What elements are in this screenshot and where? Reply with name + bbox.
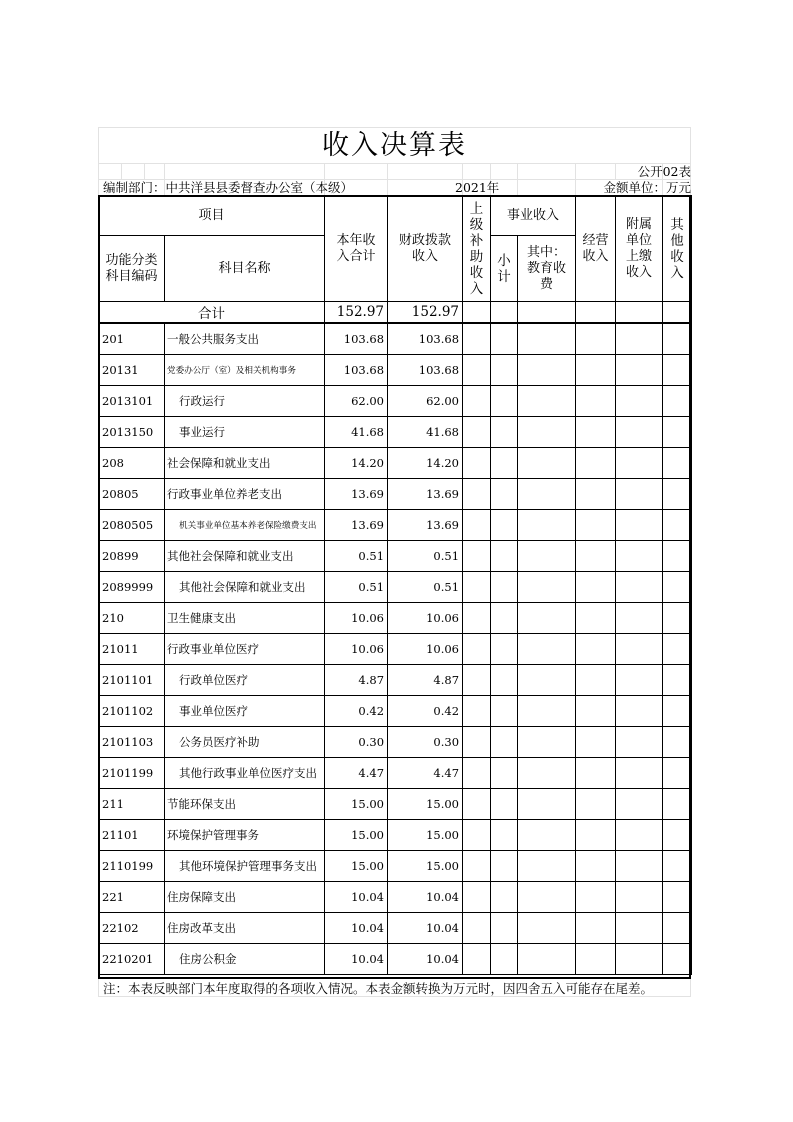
empty-cell (518, 417, 576, 448)
empty-cell (463, 479, 491, 510)
table-row (99, 510, 692, 541)
empty-cell (491, 572, 518, 603)
empty-cell (491, 882, 518, 913)
empty-cell (463, 355, 491, 386)
empty-cell (663, 727, 692, 758)
table-row (99, 448, 692, 479)
empty-cell (576, 572, 616, 603)
empty-cell (463, 510, 491, 541)
row-subject-name: 其他社会保障和就业支出 (165, 541, 325, 572)
row-subject-name: 事业单位医疗 (165, 696, 325, 727)
grid-line (615, 163, 616, 179)
empty-cell (518, 882, 576, 913)
empty-cell (576, 789, 616, 820)
row-annual-total: 13.69 (325, 510, 388, 541)
empty-cell (616, 417, 663, 448)
row-fiscal: 10.06 (388, 634, 463, 665)
empty-cell (463, 727, 491, 758)
table-row (99, 851, 692, 882)
empty-cell (518, 634, 576, 665)
empty-cell (491, 634, 518, 665)
empty-cell (491, 665, 518, 696)
row-fiscal: 4.47 (388, 758, 463, 789)
row-annual-total: 10.06 (325, 634, 388, 665)
header-edu-fee: 其中：教育收费 (518, 236, 576, 302)
empty-cell (616, 851, 663, 882)
empty-cell (576, 665, 616, 696)
total-label: 合计 (99, 302, 325, 324)
row-code: 2013150 (99, 417, 165, 448)
row-annual-total: 10.04 (325, 913, 388, 944)
empty-cell (576, 417, 616, 448)
row-fiscal: 13.69 (388, 479, 463, 510)
empty-cell (518, 944, 576, 975)
table-row (99, 479, 692, 510)
table-row (99, 323, 692, 355)
empty-cell (663, 851, 692, 882)
empty-cell (616, 696, 663, 727)
empty-cell (616, 479, 663, 510)
table-row (99, 355, 692, 386)
empty-cell (491, 944, 518, 975)
row-fiscal: 13.69 (388, 510, 463, 541)
empty-cell (491, 323, 518, 355)
empty-cell (463, 758, 491, 789)
row-code: 2101103 (99, 727, 165, 758)
row-fiscal: 0.51 (388, 541, 463, 572)
empty-cell (463, 323, 491, 355)
empty-cell (663, 386, 692, 417)
table-row (99, 634, 692, 665)
empty-cell (491, 417, 518, 448)
row-subject-name: 党委办公厅（室）及相关机构事务 (165, 355, 325, 386)
header-item: 项目 (99, 196, 325, 236)
empty-cell (576, 603, 616, 634)
empty-cell (576, 758, 616, 789)
form-number: 公开02表 (637, 164, 691, 179)
grid-line (121, 163, 122, 179)
header-subtotal: 小计 (491, 236, 518, 302)
empty-cell (576, 386, 616, 417)
grid-line (575, 163, 576, 195)
empty-cell (463, 696, 491, 727)
empty-cell (663, 634, 692, 665)
empty-cell (518, 479, 576, 510)
row-fiscal: 62.00 (388, 386, 463, 417)
empty-cell (576, 634, 616, 665)
empty-cell (663, 913, 692, 944)
table-row (99, 913, 692, 944)
footnote: 注：本表反映部门本年度取得的各项收入情况。本表金额转换为万元时，因四舍五入可能存在尾差。 (103, 981, 654, 996)
row-subject-name: 行政运行 (165, 386, 325, 417)
header-business: 经营收入 (576, 196, 616, 302)
grid-line (144, 163, 145, 179)
row-annual-total: 0.42 (325, 696, 388, 727)
empty-cell (463, 944, 491, 975)
row-subject-name: 事业运行 (165, 417, 325, 448)
empty-cell (518, 572, 576, 603)
empty-cell (616, 302, 663, 324)
empty-cell (576, 727, 616, 758)
empty-cell (491, 727, 518, 758)
row-fiscal: 103.68 (388, 355, 463, 386)
row-subject-name: 节能环保支出 (165, 789, 325, 820)
row-annual-total: 0.30 (325, 727, 388, 758)
row-code: 2089999 (99, 572, 165, 603)
row-code: 201 (99, 323, 165, 355)
row-subject-name: 住房改革支出 (165, 913, 325, 944)
row-subject-name: 卫生健康支出 (165, 603, 325, 634)
row-fiscal: 103.68 (388, 323, 463, 355)
empty-cell (576, 882, 616, 913)
row-subject-name: 住房保障支出 (165, 882, 325, 913)
empty-cell (576, 355, 616, 386)
empty-cell (663, 572, 692, 603)
unit-label: 金额单位：万元 (603, 180, 691, 195)
empty-cell (616, 634, 663, 665)
header-upper-subsidy: 上级补助收入 (463, 196, 491, 302)
empty-cell (576, 913, 616, 944)
row-annual-total: 4.47 (325, 758, 388, 789)
empty-cell (491, 603, 518, 634)
row-fiscal: 15.00 (388, 820, 463, 851)
table-row (99, 572, 692, 603)
row-fiscal: 0.51 (388, 572, 463, 603)
empty-cell (663, 302, 692, 324)
empty-cell (463, 417, 491, 448)
row-fiscal: 41.68 (388, 417, 463, 448)
row-subject-name: 行政事业单位医疗 (165, 634, 325, 665)
row-annual-total: 103.68 (325, 355, 388, 386)
row-code: 211 (99, 789, 165, 820)
empty-cell (616, 541, 663, 572)
row-fiscal: 10.06 (388, 603, 463, 634)
row-annual-total: 13.69 (325, 479, 388, 510)
empty-cell (616, 355, 663, 386)
empty-cell (463, 386, 491, 417)
empty-cell (616, 323, 663, 355)
row-code: 21101 (99, 820, 165, 851)
page-title: 收入决算表 (322, 130, 467, 161)
empty-cell (491, 820, 518, 851)
row-fiscal: 14.20 (388, 448, 463, 479)
total-fiscal: 152.97 (388, 302, 463, 324)
empty-cell (663, 541, 692, 572)
empty-cell (663, 417, 692, 448)
empty-cell (518, 302, 576, 324)
row-subject-name: 行政单位医疗 (165, 665, 325, 696)
row-code: 2101101 (99, 665, 165, 696)
empty-cell (463, 448, 491, 479)
table-row (99, 696, 692, 727)
empty-cell (518, 323, 576, 355)
empty-cell (518, 696, 576, 727)
header-affiliated: 附属单位上缴收入 (616, 196, 663, 302)
row-code: 2101102 (99, 696, 165, 727)
row-annual-total: 14.20 (325, 448, 388, 479)
row-code: 210 (99, 603, 165, 634)
empty-cell (663, 448, 692, 479)
empty-cell (663, 944, 692, 975)
empty-cell (663, 603, 692, 634)
row-subject-name: 环境保护管理事务 (165, 820, 325, 851)
row-fiscal: 10.04 (388, 882, 463, 913)
empty-cell (576, 541, 616, 572)
empty-cell (663, 820, 692, 851)
empty-cell (491, 302, 518, 324)
empty-cell (576, 479, 616, 510)
empty-cell (616, 758, 663, 789)
empty-cell (491, 789, 518, 820)
empty-cell (463, 634, 491, 665)
row-annual-total: 15.00 (325, 851, 388, 882)
empty-cell (463, 820, 491, 851)
empty-cell (463, 572, 491, 603)
empty-cell (491, 696, 518, 727)
grid-line (387, 163, 388, 195)
empty-cell (463, 302, 491, 324)
grid-line (98, 163, 691, 164)
empty-cell (576, 944, 616, 975)
empty-cell (663, 665, 692, 696)
empty-cell (616, 789, 663, 820)
row-fiscal: 10.04 (388, 913, 463, 944)
table-row (99, 541, 692, 572)
row-code: 221 (99, 882, 165, 913)
empty-cell (518, 541, 576, 572)
table-row (99, 944, 692, 975)
row-code: 2080505 (99, 510, 165, 541)
empty-cell (663, 479, 692, 510)
row-subject-name: 一般公共服务支出 (165, 323, 325, 355)
row-code: 22102 (99, 913, 165, 944)
header-other: 其他收入 (663, 196, 692, 302)
empty-cell (616, 820, 663, 851)
row-code: 2101199 (99, 758, 165, 789)
empty-cell (518, 665, 576, 696)
table-row (99, 789, 692, 820)
row-code: 208 (99, 448, 165, 479)
row-code: 20131 (99, 355, 165, 386)
row-fiscal: 15.00 (388, 851, 463, 882)
row-subject-name: 公务员医疗补助 (165, 727, 325, 758)
empty-cell (518, 913, 576, 944)
empty-cell (616, 386, 663, 417)
row-code: 2013101 (99, 386, 165, 417)
empty-cell (491, 913, 518, 944)
table-row (99, 603, 692, 634)
table-row (99, 727, 692, 758)
empty-cell (491, 510, 518, 541)
row-annual-total: 41.68 (325, 417, 388, 448)
empty-cell (576, 323, 616, 355)
empty-cell (616, 603, 663, 634)
empty-cell (491, 541, 518, 572)
empty-cell (576, 510, 616, 541)
row-annual-total: 0.51 (325, 541, 388, 572)
empty-cell (518, 355, 576, 386)
empty-cell (616, 665, 663, 696)
header-func-code: 功能分类科目编码 (99, 236, 165, 302)
empty-cell (616, 510, 663, 541)
row-annual-total: 0.51 (325, 572, 388, 603)
empty-cell (463, 882, 491, 913)
empty-cell (491, 355, 518, 386)
row-subject-name: 其他环境保护管理事务支出 (165, 851, 325, 882)
row-annual-total: 10.04 (325, 944, 388, 975)
row-subject-name: 机关事业单位基本养老保险缴费支出 (165, 510, 325, 541)
empty-cell (518, 820, 576, 851)
empty-cell (663, 696, 692, 727)
empty-cell (576, 851, 616, 882)
empty-cell (616, 727, 663, 758)
header-subject-name: 科目名称 (165, 236, 325, 302)
row-code: 21011 (99, 634, 165, 665)
report-year: 2021年 (455, 180, 500, 195)
empty-cell (616, 913, 663, 944)
empty-cell (576, 820, 616, 851)
row-annual-total: 15.00 (325, 789, 388, 820)
empty-cell (576, 302, 616, 324)
empty-cell (518, 386, 576, 417)
empty-cell (463, 665, 491, 696)
table-row (99, 386, 692, 417)
row-subject-name: 住房公积金 (165, 944, 325, 975)
empty-cell (518, 603, 576, 634)
table-row (99, 820, 692, 851)
empty-cell (663, 355, 692, 386)
table-row (99, 665, 692, 696)
empty-cell (576, 696, 616, 727)
row-code: 2110199 (99, 851, 165, 882)
empty-cell (491, 448, 518, 479)
empty-cell (463, 541, 491, 572)
empty-cell (518, 727, 576, 758)
row-annual-total: 103.68 (325, 323, 388, 355)
header-annual-total: 本年收入合计 (325, 196, 388, 302)
row-subject-name: 社会保障和就业支出 (165, 448, 325, 479)
total-annual: 152.97 (325, 302, 388, 324)
organization-label: 编制部门：中共洋县县委督查办公室（本级） (103, 180, 354, 195)
row-fiscal: 0.42 (388, 696, 463, 727)
empty-cell (491, 386, 518, 417)
empty-cell (463, 603, 491, 634)
row-fiscal: 4.87 (388, 665, 463, 696)
row-code: 20805 (99, 479, 165, 510)
empty-cell (663, 882, 692, 913)
table-row (99, 758, 692, 789)
empty-cell (518, 758, 576, 789)
empty-cell (463, 851, 491, 882)
empty-cell (463, 913, 491, 944)
row-subject-name: 行政事业单位养老支出 (165, 479, 325, 510)
empty-cell (518, 510, 576, 541)
row-annual-total: 10.06 (325, 603, 388, 634)
empty-cell (663, 510, 692, 541)
empty-cell (491, 479, 518, 510)
table-row (99, 417, 692, 448)
income-table (98, 195, 692, 975)
header-fiscal: 财政拨款收入 (388, 196, 463, 302)
table-row (99, 882, 692, 913)
row-code: 2210201 (99, 944, 165, 975)
empty-cell (616, 572, 663, 603)
grid-line (517, 163, 518, 195)
empty-cell (616, 944, 663, 975)
empty-cell (463, 789, 491, 820)
empty-cell (663, 758, 692, 789)
empty-cell (663, 323, 692, 355)
row-annual-total: 62.00 (325, 386, 388, 417)
empty-cell (491, 758, 518, 789)
empty-cell (576, 448, 616, 479)
empty-cell (491, 851, 518, 882)
empty-cell (518, 789, 576, 820)
row-fiscal: 10.04 (388, 944, 463, 975)
row-subject-name: 其他行政事业单位医疗支出 (165, 758, 325, 789)
header-career-income: 事业收入 (491, 196, 576, 236)
row-annual-total: 4.87 (325, 665, 388, 696)
row-code: 20899 (99, 541, 165, 572)
row-annual-total: 15.00 (325, 820, 388, 851)
empty-cell (616, 448, 663, 479)
row-annual-total: 10.04 (325, 882, 388, 913)
row-fiscal: 0.30 (388, 727, 463, 758)
row-subject-name: 其他社会保障和就业支出 (165, 572, 325, 603)
empty-cell (663, 789, 692, 820)
row-fiscal: 15.00 (388, 789, 463, 820)
empty-cell (518, 448, 576, 479)
empty-cell (616, 882, 663, 913)
empty-cell (518, 851, 576, 882)
